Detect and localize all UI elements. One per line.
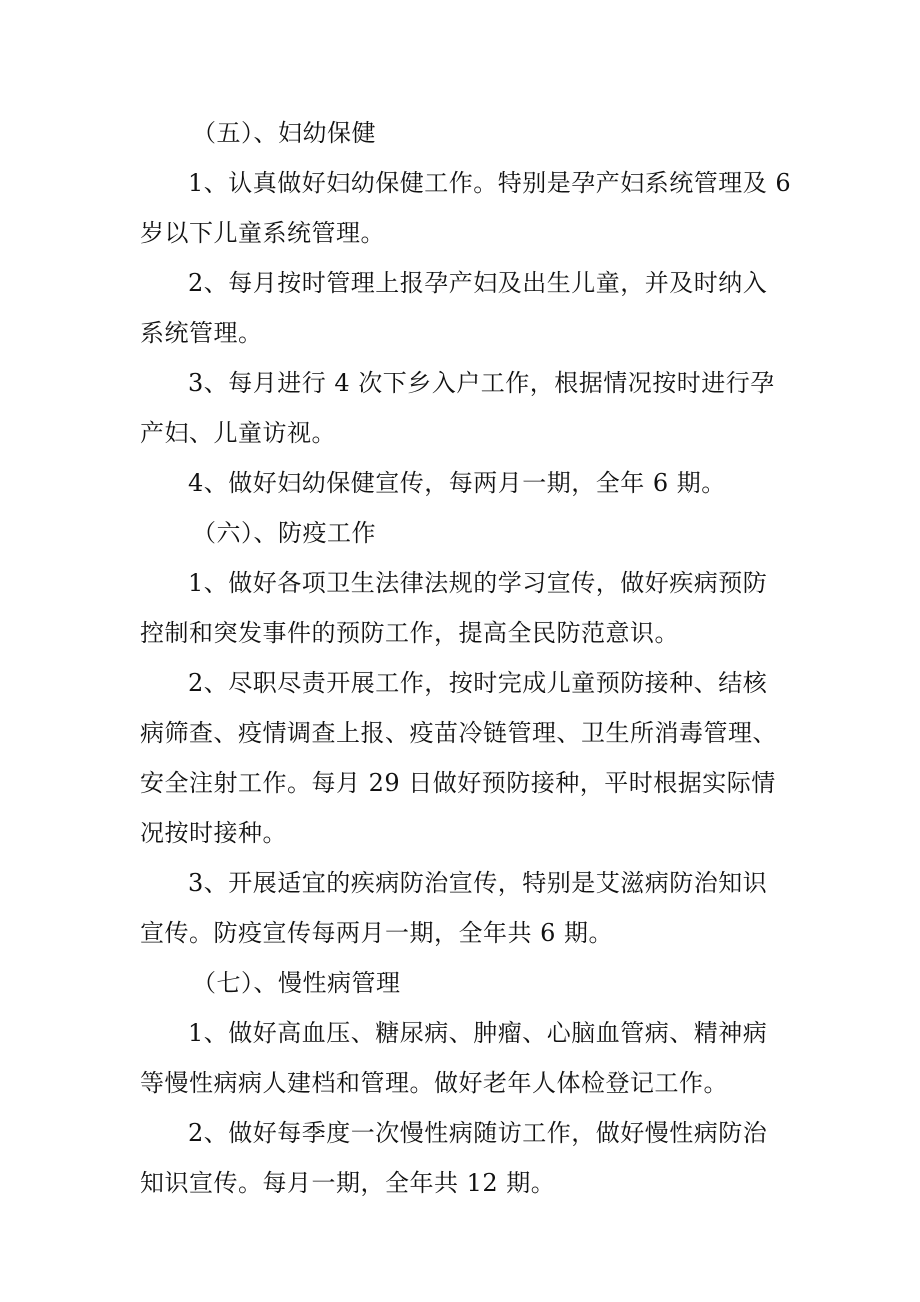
paragraph-line: 产妇、儿童访视。 bbox=[140, 419, 336, 447]
paragraph-line: 等慢性病病人建档和管理。做好老年人体检登记工作。 bbox=[140, 1069, 728, 1097]
paragraph-line: 2、尽职尽责开展工作，按时完成儿童预防接种、结核 bbox=[188, 669, 768, 697]
paragraph-line: 病筛查、疫情调查上报、疫苗冷链管理、卫生所消毒管理、 bbox=[140, 719, 777, 747]
paragraph-line: 1、认真做好妇幼保健工作。特别是孕产妇系统管理及 6 bbox=[188, 169, 792, 197]
paragraph-line: 3、每月进行 4 次下乡入户工作，根据情况按时进行孕 bbox=[188, 369, 775, 397]
section-heading-epidemic-prevention: （六）、防疫工作 bbox=[192, 519, 376, 547]
paragraph-line: 况按时接种。 bbox=[140, 819, 287, 847]
paragraph-line: 2、做好每季度一次慢性病随访工作，做好慢性病防治 bbox=[188, 1119, 768, 1147]
paragraph-line: 系统管理。 bbox=[140, 319, 263, 347]
paragraph-line: 3、开展适宜的疾病防治宣传，特别是艾滋病防治知识 bbox=[188, 869, 768, 897]
paragraph-line: 控制和突发事件的预防工作，提高全民防范意识。 bbox=[140, 619, 679, 647]
section-heading-chronic-disease: （七）、慢性病管理 bbox=[192, 969, 401, 997]
paragraph-line: 1、做好高血压、糖尿病、肿瘤、心脑血管病、精神病 bbox=[188, 1019, 768, 1047]
paragraph-line: 宣传。防疫宣传每两月一期，全年共 6 期。 bbox=[140, 919, 614, 947]
paragraph-line: 2、每月按时管理上报孕产妇及出生儿童，并及时纳入 bbox=[188, 269, 768, 297]
paragraph-line: 4、做好妇幼保健宣传，每两月一期，全年 6 期。 bbox=[188, 469, 726, 497]
paragraph-line: 1、做好各项卫生法律法规的学习宣传，做好疾病预防 bbox=[188, 569, 768, 597]
section-heading-maternal-child-health: （五）、妇幼保健 bbox=[192, 119, 376, 147]
paragraph-line: 知识宣传。每月一期，全年共 12 期。 bbox=[140, 1169, 556, 1197]
paragraph-line: 安全注射工作。每月 29 日做好预防接种，平时根据实际情 bbox=[140, 769, 776, 797]
paragraph-line: 岁以下儿童系统管理。 bbox=[140, 219, 385, 247]
